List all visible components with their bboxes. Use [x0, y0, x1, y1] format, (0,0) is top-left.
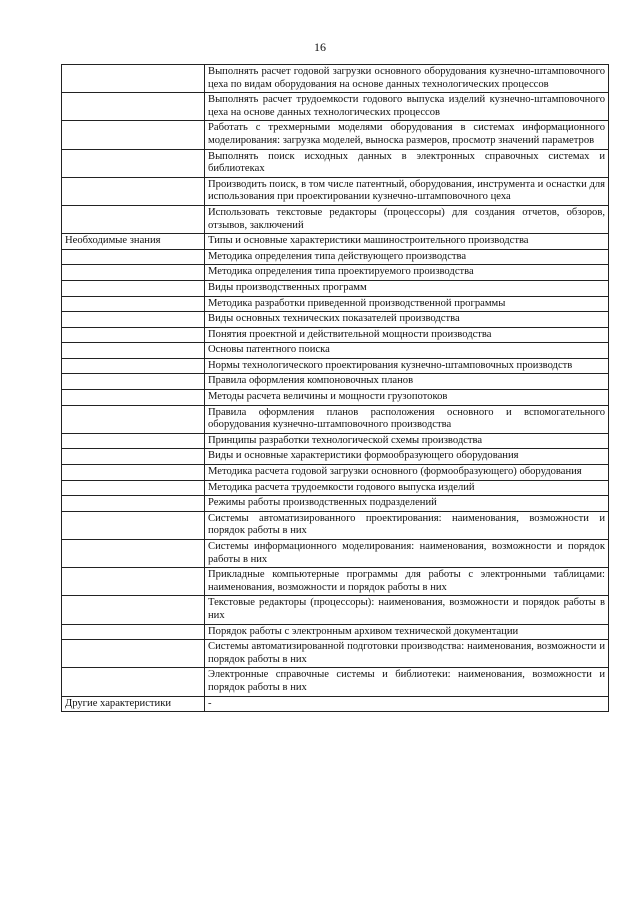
- requirement-item: Системы информационного моделирования: наименования, возможности и порядок работы в них: [205, 540, 609, 568]
- section-label-continuation: [62, 296, 205, 312]
- requirement-item: Виды производственных программ: [205, 280, 609, 296]
- table-row: [62, 640, 609, 668]
- requirement-item: Прикладные компьютерные программы для работы с электронными таблицами: наименования, возможности и порядок работы в них: [205, 568, 609, 596]
- requirement-item: Методика расчета годовой загрузки основного (формообразующего) оборудования: [205, 465, 609, 481]
- section-label: Необходимые знания: [62, 234, 205, 250]
- section-label-continuation: [62, 280, 205, 296]
- section-label-continuation: [62, 177, 205, 205]
- table-row: [62, 465, 609, 481]
- requirement-item: Основы патентного поиска: [205, 343, 609, 359]
- section-label-continuation: [62, 668, 205, 696]
- requirement-item: Работать с трехмерными моделями оборудования в системах информационного моделирования: загрузка моделей, выноска размеров, просмотр значений параметров: [205, 121, 609, 149]
- section-label-continuation: [62, 624, 205, 640]
- requirement-item: Выполнять расчет годовой загрузки основного оборудования кузнечно-штамповочного цеха по видам оборудования на основе данных технологических процессов: [205, 65, 609, 93]
- table-row: [62, 121, 609, 149]
- requirement-item: Правила оформления планов расположения основного и вспомогательного оборудования кузнечно-штамповочного производства: [205, 405, 609, 433]
- section-label: Другие характеристики: [62, 696, 205, 712]
- requirements-table: [61, 64, 609, 712]
- section-label-continuation: [62, 449, 205, 465]
- table-row: [62, 93, 609, 121]
- table-row: [62, 312, 609, 328]
- table-row: [62, 540, 609, 568]
- section-label-continuation: [62, 496, 205, 512]
- section-label-continuation: [62, 405, 205, 433]
- table-row: [62, 596, 609, 624]
- table-row: [62, 390, 609, 406]
- requirement-item: Методика определения типа проектируемого производства: [205, 265, 609, 281]
- table-row: [62, 433, 609, 449]
- table-row: [62, 249, 609, 265]
- requirement-item: Использовать текстовые редакторы (процессоры) для создания отчетов, обзоров, отзывов, заключений: [205, 205, 609, 233]
- table-row: [62, 177, 609, 205]
- table-row: [62, 343, 609, 359]
- table-row: [62, 265, 609, 281]
- section-label-continuation: [62, 358, 205, 374]
- section-label-continuation: [62, 568, 205, 596]
- requirement-item: Выполнять расчет трудоемкости годового выпуска изделий кузнечно-штамповочного цеха на основе данных технологических процессов: [205, 93, 609, 121]
- requirement-item: Электронные справочные системы и библиотеки: наименования, возможности и порядок работы в них: [205, 668, 609, 696]
- requirement-item: Принципы разработки технологической схемы производства: [205, 433, 609, 449]
- requirement-item: Методика разработки приведенной производственной программы: [205, 296, 609, 312]
- section-label-continuation: [62, 640, 205, 668]
- section-label-continuation: [62, 540, 205, 568]
- requirement-item: Текстовые редакторы (процессоры): наименования, возможности и порядок работы в них: [205, 596, 609, 624]
- requirement-item: Методика определения типа действующего производства: [205, 249, 609, 265]
- section-label: [62, 65, 205, 93]
- section-label-continuation: [62, 93, 205, 121]
- requirement-item: Правила оформления компоновочных планов: [205, 374, 609, 390]
- section-label-continuation: [62, 596, 205, 624]
- table-row: [62, 65, 609, 93]
- requirement-item: Режимы работы производственных подразделений: [205, 496, 609, 512]
- table-row: [62, 149, 609, 177]
- table-row: [62, 405, 609, 433]
- section-label-continuation: [62, 149, 205, 177]
- table-row: [62, 496, 609, 512]
- section-label-continuation: [62, 480, 205, 496]
- section-label-continuation: [62, 343, 205, 359]
- requirement-item: Нормы технологического проектирования кузнечно-штамповочных производств: [205, 358, 609, 374]
- requirement-item: Системы автоматизированной подготовки производства: наименования, возможности и порядок работы в них: [205, 640, 609, 668]
- table-row: [62, 205, 609, 233]
- table-row: [62, 234, 609, 250]
- page-number: 16: [314, 40, 326, 54]
- section-label-continuation: [62, 249, 205, 265]
- section-label-continuation: [62, 265, 205, 281]
- table-row: [62, 280, 609, 296]
- section-label-continuation: [62, 205, 205, 233]
- requirement-item: Порядок работы с электронным архивом технической документации: [205, 624, 609, 640]
- table-row: [62, 374, 609, 390]
- section-label-continuation: [62, 511, 205, 539]
- table-row: [62, 296, 609, 312]
- section-label-continuation: [62, 327, 205, 343]
- requirement-item: Типы и основные характеристики машиностроительного производства: [205, 234, 609, 250]
- table-row: [62, 449, 609, 465]
- section-label-continuation: [62, 390, 205, 406]
- requirement-item: Выполнять поиск исходных данных в электронных справочных системах и библиотеках: [205, 149, 609, 177]
- section-label-continuation: [62, 374, 205, 390]
- table-row: [62, 624, 609, 640]
- section-label-continuation: [62, 465, 205, 481]
- section-label-continuation: [62, 121, 205, 149]
- section-label-continuation: [62, 433, 205, 449]
- table-row: [62, 480, 609, 496]
- requirement-item: Методика расчета трудоемкости годового выпуска изделий: [205, 480, 609, 496]
- requirements-table-body: [62, 65, 609, 712]
- table-row: [62, 358, 609, 374]
- table-row: [62, 668, 609, 696]
- table-row: [62, 568, 609, 596]
- requirement-item: Виды основных технических показателей производства: [205, 312, 609, 328]
- requirement-item: Системы автоматизированного проектирования: наименования, возможности и порядок работы в них: [205, 511, 609, 539]
- requirement-item: Производить поиск, в том числе патентный, оборудования, инструмента и оснастки для использования при проектировании кузнечно-штамповочного цеха: [205, 177, 609, 205]
- table-row: [62, 511, 609, 539]
- requirement-item: Виды и основные характеристики формообразующего оборудования: [205, 449, 609, 465]
- requirement-item: Понятия проектной и действительной мощности производства: [205, 327, 609, 343]
- requirement-item: Методы расчета величины и мощности грузопотоков: [205, 390, 609, 406]
- requirement-item: -: [205, 696, 609, 712]
- table-row: [62, 327, 609, 343]
- section-label-continuation: [62, 312, 205, 328]
- table-row: [62, 696, 609, 712]
